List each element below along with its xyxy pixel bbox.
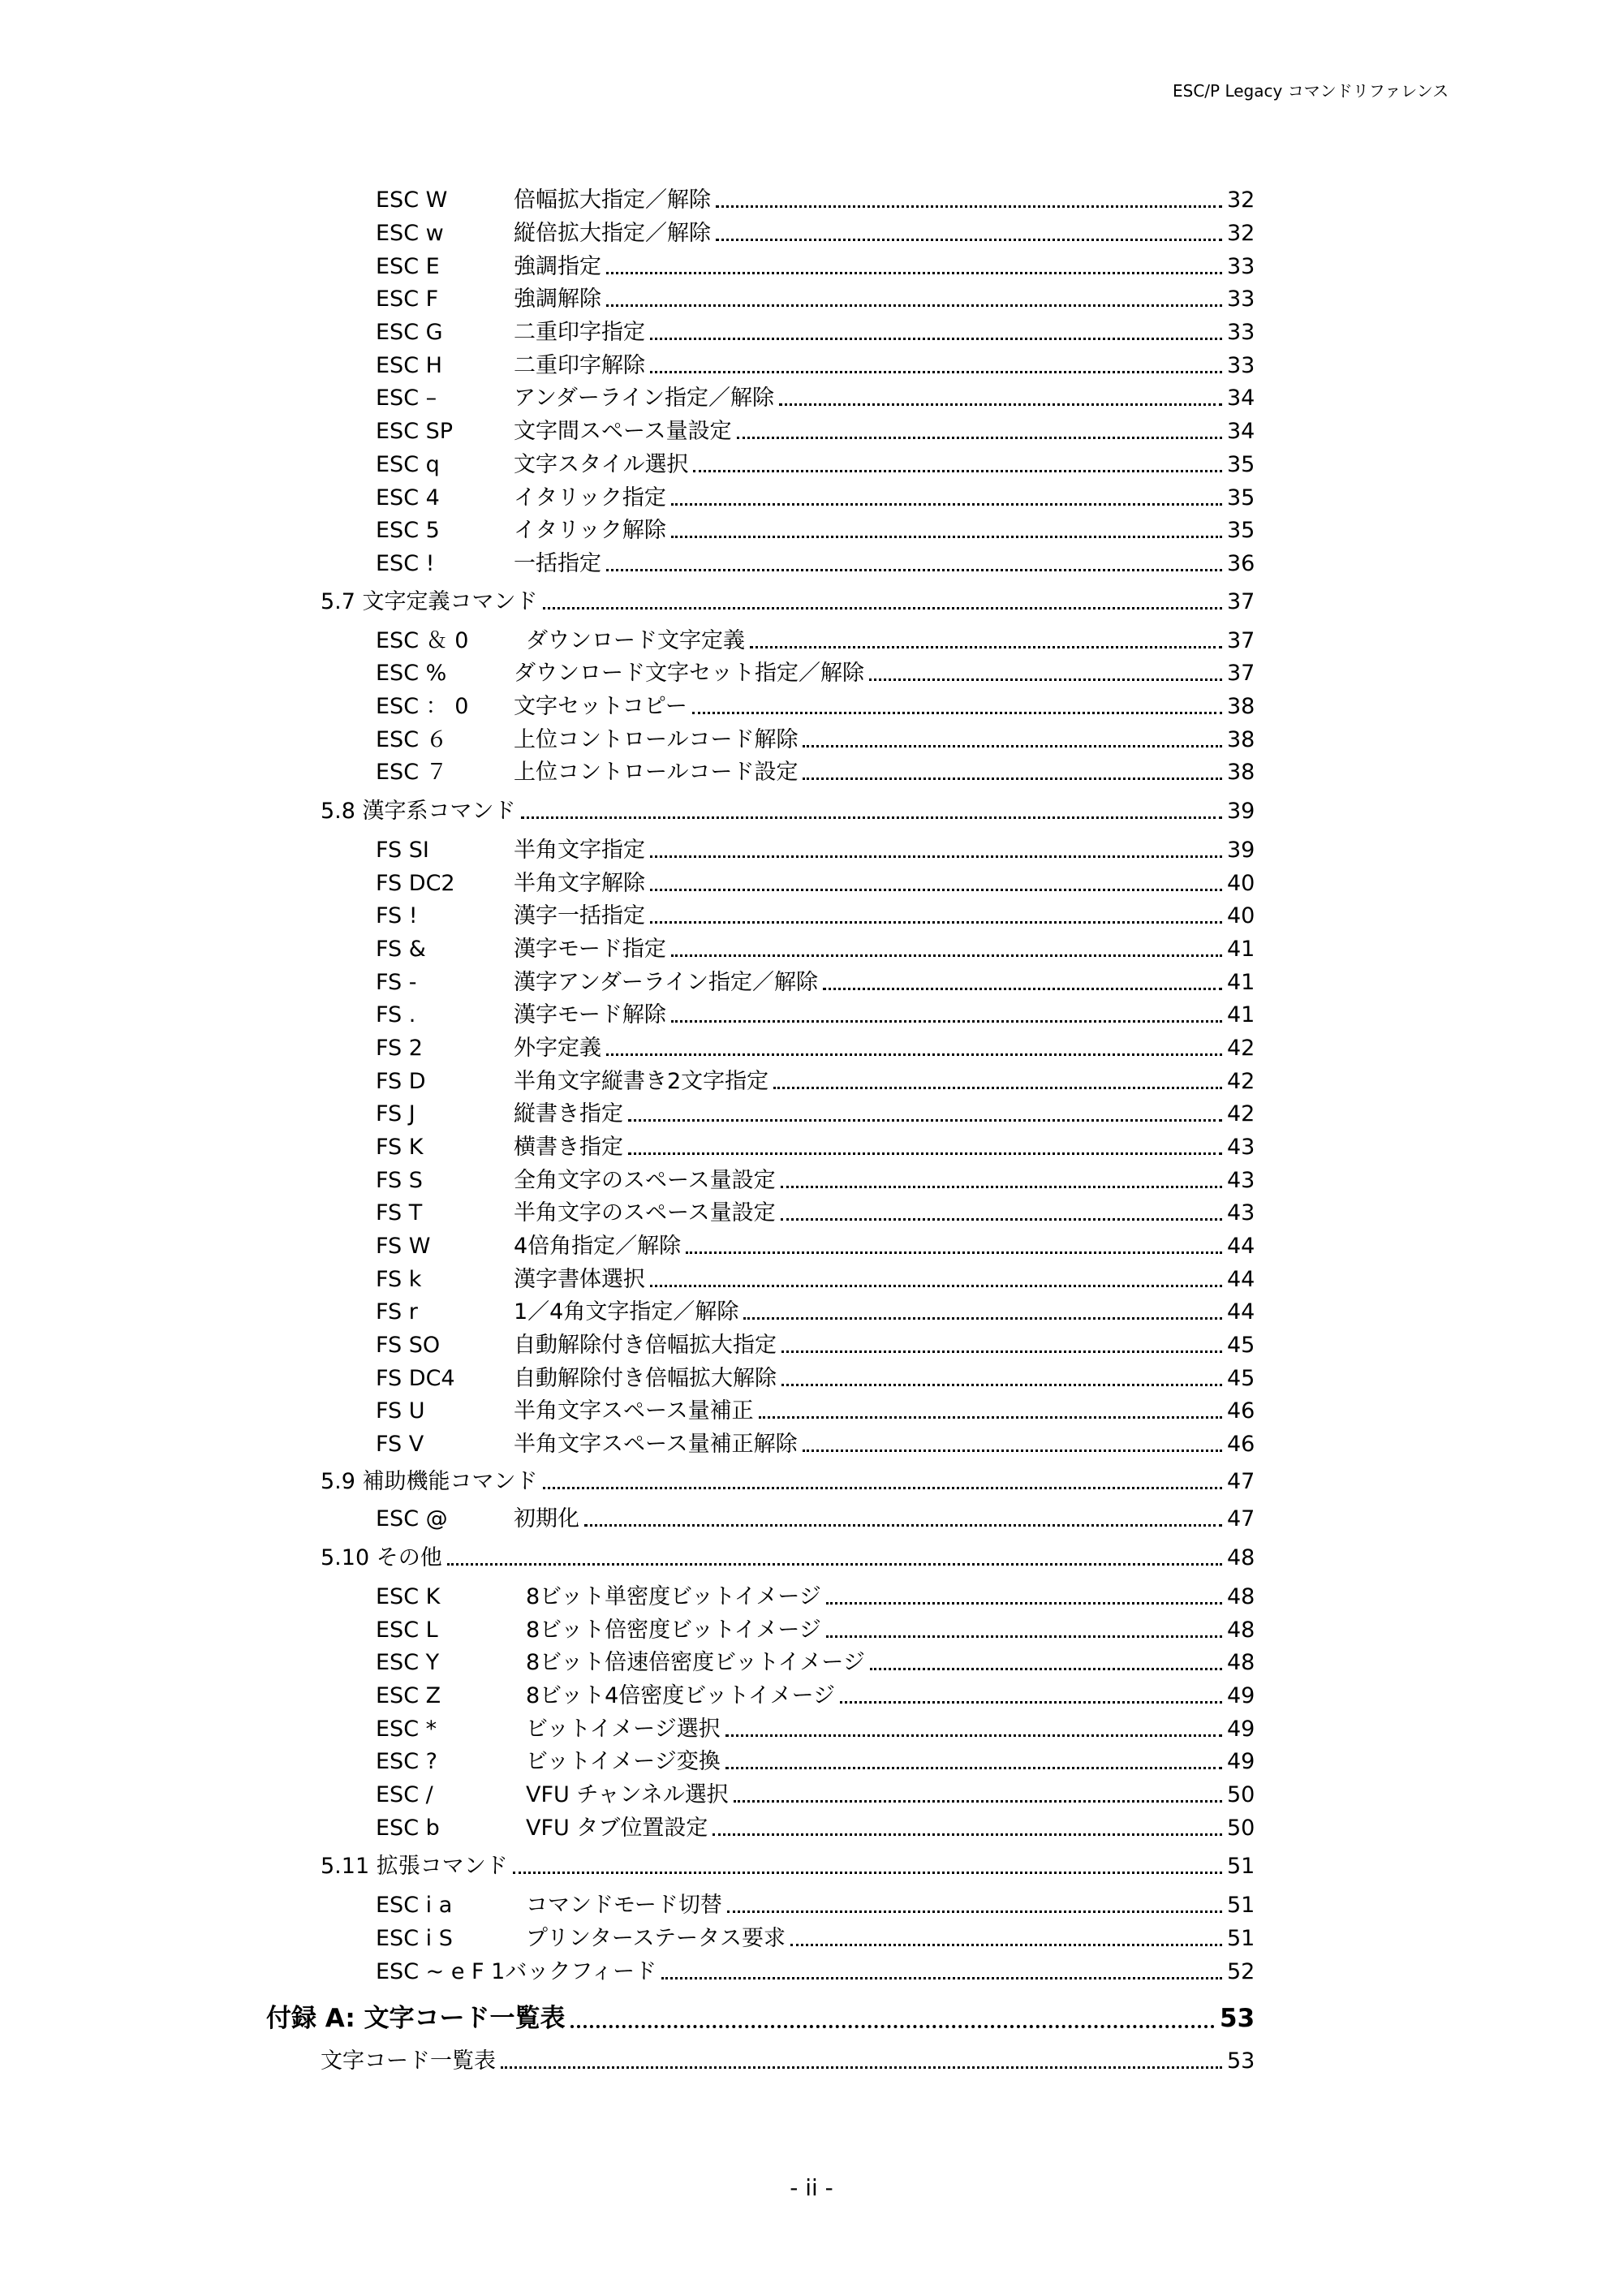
toc-section[interactable] — [321, 1852, 1255, 1881]
toc-title: 上位コントロールコード設定 — [514, 760, 799, 785]
toc-command-code: ESC ! — [376, 551, 435, 576]
toc-command-code: ESC ＆ 0 — [376, 628, 469, 653]
toc-entry[interactable] — [376, 1924, 1255, 1954]
toc-dot-leader — [692, 712, 1222, 714]
toc-title: 縦書き指定 — [514, 1101, 623, 1126]
toc-page-number: 43 — [1227, 1200, 1255, 1226]
toc-title: 5.7 文字定義コマンド — [321, 589, 538, 614]
toc-command-code: ESC 5 — [376, 518, 440, 543]
toc-page-number: 48 — [1227, 1584, 1255, 1609]
toc-title: 漢字モード解除 — [514, 1002, 666, 1027]
toc-command-code: FS 2 — [376, 1036, 423, 1061]
toc-page-number: 38 — [1227, 694, 1255, 719]
toc-dot-leader — [584, 1524, 1222, 1527]
toc-dot-leader — [803, 745, 1222, 747]
toc-dot-leader — [803, 778, 1222, 780]
toc-appendix[interactable] — [266, 2001, 1255, 2035]
toc-page-number: 43 — [1227, 1135, 1255, 1160]
toc-title: ビットイメージ選択 — [526, 1717, 721, 1742]
toc-page-number: 43 — [1227, 1168, 1255, 1193]
toc-page-number: 33 — [1227, 286, 1255, 312]
toc-title: 8ビット単密度ビットイメージ — [526, 1584, 821, 1609]
toc-title: 自動解除付き倍幅拡大解除 — [514, 1366, 777, 1391]
toc-entry[interactable] — [376, 252, 1255, 282]
toc-command-code: FS T — [376, 1200, 423, 1226]
toc-page-number: 50 — [1227, 1816, 1255, 1841]
toc-title: 文字コード一覧表 — [321, 2048, 496, 2074]
toc-dot-leader — [716, 205, 1222, 208]
toc-section[interactable] — [321, 2047, 1255, 2076]
toc-dot-leader — [716, 239, 1222, 241]
toc-entry[interactable] — [376, 318, 1255, 347]
toc-command-code: ESC K — [376, 1584, 441, 1609]
toc-title: 半角文字スペース量補正解除 — [514, 1432, 798, 1457]
toc-dot-leader — [628, 1119, 1222, 1122]
toc-entry[interactable] — [376, 417, 1255, 446]
toc-title: 半角文字のスペース量設定 — [514, 1200, 776, 1226]
toc-page-number: 37 — [1227, 661, 1255, 686]
toc-command-code: ESC i S — [376, 1926, 453, 1951]
toc-dot-leader — [671, 954, 1222, 957]
toc-page-number: 42 — [1227, 1101, 1255, 1126]
toc-dot-leader — [543, 607, 1222, 610]
toc-dot-leader — [693, 470, 1222, 472]
toc-page-number: 51 — [1227, 1926, 1255, 1951]
page-number: - ii - — [790, 2174, 833, 2201]
toc-page-number: 42 — [1227, 1036, 1255, 1061]
toc-command-code: FS SO — [376, 1333, 441, 1358]
toc-command-code: FS . — [376, 1002, 416, 1027]
toc-entry[interactable] — [376, 516, 1255, 545]
toc-entry[interactable] — [376, 1682, 1255, 1711]
toc-dot-leader — [606, 569, 1222, 571]
toc-title: 5.10 その他 — [321, 1545, 442, 1570]
toc-entry[interactable] — [376, 1133, 1255, 1162]
toc-page-number: 45 — [1227, 1366, 1255, 1391]
toc-entry[interactable] — [376, 484, 1255, 513]
toc-command-code: ESC i a — [376, 1893, 453, 1918]
toc-dot-leader — [823, 988, 1222, 990]
toc-page-number: 45 — [1227, 1333, 1255, 1358]
toc-dot-leader — [840, 1701, 1222, 1704]
toc-title: 漢字モード指定 — [514, 937, 666, 962]
toc-dot-leader — [606, 304, 1222, 307]
toc-command-code: ESC ７ — [376, 760, 448, 785]
toc-dot-leader — [686, 1251, 1222, 1254]
toc-entry[interactable] — [376, 1958, 1255, 1987]
toc-title: イタリック指定 — [514, 485, 666, 510]
toc-page-number: 34 — [1227, 419, 1255, 444]
toc-dot-leader — [743, 1317, 1222, 1320]
toc-page-number: 38 — [1227, 760, 1255, 785]
toc-title: イタリック解除 — [514, 518, 666, 543]
toc-page-number: 44 — [1227, 1267, 1255, 1292]
toc-page-number: 33 — [1227, 353, 1255, 378]
toc-entry[interactable] — [376, 1505, 1255, 1534]
toc-entry[interactable] — [376, 1715, 1255, 1744]
toc-command-code: FS U — [376, 1398, 425, 1424]
toc-title: 外字定義 — [514, 1036, 601, 1061]
toc-command-code: ESC b — [376, 1816, 440, 1841]
toc-entry[interactable] — [376, 869, 1255, 898]
toc-entry[interactable] — [376, 1781, 1255, 1810]
toc-command-code: ESC SP — [376, 419, 454, 444]
toc-dot-leader — [628, 1152, 1222, 1155]
toc-page-number: 37 — [1227, 628, 1255, 653]
toc-command-code: FS SI — [376, 838, 429, 863]
toc-command-code: FS S — [376, 1168, 423, 1193]
toc-section[interactable] — [321, 1467, 1255, 1497]
toc-dot-leader — [606, 272, 1222, 274]
toc-dot-leader — [543, 1487, 1222, 1489]
document-header: ESC/P Legacy コマンドリファレンス — [1173, 81, 1449, 101]
toc-section[interactable] — [321, 797, 1255, 826]
toc-dot-leader — [671, 503, 1222, 506]
toc-title: 強調指定 — [514, 254, 601, 279]
toc-entry[interactable] — [376, 1298, 1255, 1327]
toc-entry[interactable] — [376, 1616, 1255, 1645]
toc-entry[interactable] — [376, 758, 1255, 787]
toc-page-number: 41 — [1227, 937, 1255, 962]
toc-title: 二重印字指定 — [514, 320, 645, 345]
toc-dot-leader — [781, 1218, 1222, 1221]
toc-title: 8ビット4倍密度ビットイメージ — [526, 1683, 836, 1708]
toc-title: アンダーライン指定／解除 — [514, 386, 775, 411]
toc-page-number: 32 — [1227, 221, 1255, 246]
toc-command-code: ESC W — [376, 187, 448, 213]
toc-dot-leader — [725, 1767, 1222, 1769]
toc-title: 強調解除 — [514, 286, 601, 312]
toc-command-code: FS - — [376, 970, 417, 995]
toc-title: 二重印字解除 — [514, 353, 645, 378]
toc-dot-leader — [869, 678, 1222, 681]
toc-title: VFU チャンネル選択 — [526, 1782, 729, 1807]
toc-entry[interactable] — [376, 1747, 1255, 1777]
toc-dot-leader — [521, 816, 1222, 819]
toc-entry[interactable] — [376, 1891, 1255, 1920]
toc-command-code: ESC q — [376, 452, 440, 477]
toc-dot-leader — [779, 403, 1222, 406]
toc-page-number: 34 — [1227, 386, 1255, 411]
toc-command-code: FS W — [376, 1234, 431, 1259]
toc-title: 横書き指定 — [514, 1135, 623, 1160]
toc-page-number: 48 — [1227, 1650, 1255, 1675]
toc-title: VFU タブ位置設定 — [526, 1816, 708, 1841]
toc-page-number: 33 — [1227, 254, 1255, 279]
toc-entry[interactable] — [376, 1583, 1255, 1612]
toc-section[interactable] — [321, 1544, 1255, 1573]
toc-title: 全角文字のスペース量設定 — [514, 1168, 776, 1193]
toc-entry[interactable] — [376, 1331, 1255, 1360]
toc-entry[interactable] — [376, 1397, 1255, 1426]
toc-entry[interactable] — [376, 1001, 1255, 1030]
toc-page-number: 47 — [1227, 1469, 1255, 1494]
toc-command-code: FS J — [376, 1101, 415, 1126]
toc-entry[interactable] — [376, 219, 1255, 248]
toc-dot-leader — [447, 1563, 1222, 1566]
toc-title: 上位コントロールコード解除 — [514, 727, 799, 752]
toc-command-code: ESC / — [376, 1782, 433, 1807]
toc-dot-leader — [513, 1872, 1222, 1874]
toc-title: 初期化 — [514, 1506, 579, 1531]
toc-page-number: 50 — [1227, 1782, 1255, 1807]
toc-entry[interactable] — [376, 1648, 1255, 1678]
toc-page-number: 49 — [1227, 1717, 1255, 1742]
toc-command-code: ESC % — [376, 661, 447, 686]
toc-title: 5.8 漢字系コマンド — [321, 799, 516, 824]
toc-command-code: ESC F — [376, 286, 439, 312]
toc-dot-leader — [650, 921, 1222, 924]
toc-dot-leader — [661, 1977, 1222, 1979]
toc-dot-leader — [826, 1635, 1222, 1638]
toc-dot-leader — [650, 889, 1222, 891]
toc-title: 8ビット倍速倍密度ビットイメージ — [526, 1650, 865, 1675]
toc-page-number: 39 — [1227, 799, 1255, 824]
toc-page-number: 53 — [1227, 2048, 1255, 2074]
toc-dot-leader — [650, 1285, 1222, 1287]
toc-title: プリンターステータス要求 — [526, 1926, 786, 1951]
toc-title: 漢字アンダーライン指定／解除 — [514, 970, 819, 995]
toc-entry[interactable] — [376, 659, 1255, 688]
toc-title: 文字スタイル選択 — [514, 452, 689, 477]
toc-page-number: 48 — [1227, 1618, 1255, 1643]
toc-command-code: FS DC2 — [376, 871, 455, 896]
toc-command-code: ESC Y — [376, 1650, 440, 1675]
toc-page-number: 41 — [1227, 970, 1255, 995]
toc-page-number: 38 — [1227, 727, 1255, 752]
toc-command-code: ESC – — [376, 386, 437, 411]
toc-entry[interactable] — [376, 1166, 1255, 1195]
toc-dot-leader — [727, 1910, 1222, 1913]
toc-dot-leader — [725, 1734, 1222, 1737]
toc-command-code: ESC L — [376, 1618, 438, 1643]
toc-title: ダウンロード文字定義 — [526, 628, 745, 653]
toc-entry[interactable] — [376, 549, 1255, 579]
toc-title: コマンドモード切替 — [526, 1893, 722, 1918]
toc-dot-leader — [501, 2066, 1222, 2069]
toc-dot-leader — [781, 1384, 1222, 1386]
toc-entry[interactable] — [376, 186, 1255, 215]
toc-title: 一括指定 — [514, 551, 601, 576]
toc-entry[interactable] — [376, 692, 1255, 722]
toc-dot-leader — [650, 371, 1222, 373]
toc-title: 文字セットコピー — [514, 694, 687, 719]
toc-dot-leader — [671, 1020, 1222, 1023]
toc-page-number: 33 — [1227, 320, 1255, 345]
toc-command-code: FS K — [376, 1135, 424, 1160]
toc-title: 5.9 補助機能コマンド — [321, 1469, 538, 1494]
toc-entry[interactable] — [376, 1067, 1255, 1096]
toc-title: ESC ~ e F 1バックフィード — [376, 1959, 657, 1984]
toc-command-code: ESC ? — [376, 1749, 437, 1774]
toc-title: 8ビット倍密度ビットイメージ — [526, 1618, 821, 1643]
toc-section[interactable] — [321, 588, 1255, 617]
toc-title: 1／4角文字指定／解除 — [514, 1299, 739, 1325]
toc-entry[interactable] — [376, 1364, 1255, 1394]
toc-command-code: FS D — [376, 1069, 426, 1094]
toc-dot-leader — [650, 338, 1222, 340]
toc-entry[interactable] — [376, 968, 1255, 997]
toc-dot-leader — [790, 1944, 1222, 1946]
toc-page-number: 52 — [1227, 1959, 1255, 1984]
toc-title: 付録 A: 文字コード一覧表 — [266, 2004, 566, 2033]
toc-page-number: 39 — [1227, 838, 1255, 863]
toc-command-code: FS V — [376, 1432, 424, 1457]
toc-command-code: ESC ６ — [376, 727, 448, 752]
toc-entry[interactable] — [376, 1265, 1255, 1294]
toc-command-code: ESC ： 0 — [376, 694, 469, 719]
toc-dot-leader — [750, 646, 1222, 648]
toc-entry[interactable] — [376, 1100, 1255, 1129]
toc-title: ダウンロード文字セット指定／解除 — [514, 661, 864, 686]
toc-command-code: FS DC4 — [376, 1366, 455, 1391]
toc-entry[interactable] — [376, 726, 1255, 755]
toc-page-number: 40 — [1227, 871, 1255, 896]
toc-page-number: 37 — [1227, 589, 1255, 614]
toc-page-number: 49 — [1227, 1683, 1255, 1708]
toc-command-code: ESC Z — [376, 1683, 441, 1708]
toc-dot-leader — [781, 1350, 1222, 1353]
toc-title: 半角文字スペース量補正 — [514, 1398, 754, 1424]
toc-page-number: 51 — [1227, 1893, 1255, 1918]
toc-dot-leader — [803, 1450, 1222, 1452]
toc-entry[interactable] — [376, 836, 1255, 865]
toc-page-number: 44 — [1227, 1234, 1255, 1259]
toc-page-number: 44 — [1227, 1299, 1255, 1325]
toc-page-number: 47 — [1227, 1506, 1255, 1531]
toc-dot-leader — [781, 1186, 1222, 1188]
toc-dot-leader — [734, 1800, 1222, 1803]
toc-dot-leader — [606, 1053, 1222, 1056]
toc-title: 文字間スペース量設定 — [514, 419, 732, 444]
toc-page-number: 41 — [1227, 1002, 1255, 1027]
toc-entry[interactable] — [376, 1232, 1255, 1261]
toc-title: 縦倍拡大指定／解除 — [514, 221, 711, 246]
toc-title: 半角文字縦書き2文字指定 — [514, 1069, 769, 1094]
toc-entry[interactable] — [376, 627, 1255, 656]
toc-page-number: 35 — [1227, 452, 1255, 477]
toc-entry[interactable] — [376, 285, 1255, 314]
toc-command-code: FS ! — [376, 903, 418, 928]
toc-title: 自動解除付き倍幅拡大指定 — [514, 1333, 777, 1358]
toc-title: ビットイメージ変換 — [526, 1749, 721, 1774]
toc-title: 倍幅拡大指定／解除 — [514, 187, 711, 213]
toc-entry[interactable] — [376, 902, 1255, 931]
toc-entry[interactable] — [376, 450, 1255, 480]
toc-page-number: 46 — [1227, 1432, 1255, 1457]
toc-page-number: 36 — [1227, 551, 1255, 576]
toc-title: 半角文字指定 — [514, 838, 645, 863]
toc-page-number: 35 — [1227, 485, 1255, 510]
toc-entry[interactable] — [376, 384, 1255, 413]
toc-entry[interactable] — [376, 1034, 1255, 1063]
toc-command-code: FS & — [376, 937, 426, 962]
toc-dot-leader — [737, 437, 1222, 439]
toc-page-number: 42 — [1227, 1069, 1255, 1094]
toc-command-code: ESC H — [376, 353, 442, 378]
toc-dot-leader — [826, 1602, 1222, 1605]
toc-command-code: ESC @ — [376, 1506, 448, 1531]
toc-entry[interactable] — [376, 1430, 1255, 1459]
toc-dot-leader — [671, 536, 1222, 538]
toc-page-number: 49 — [1227, 1749, 1255, 1774]
toc-title: 5.11 拡張コマンド — [321, 1854, 508, 1879]
toc-page-number: 53 — [1220, 2004, 1255, 2033]
toc-command-code: FS r — [376, 1299, 418, 1325]
toc-title: 4倍角指定／解除 — [514, 1234, 682, 1259]
toc-dot-leader — [773, 1087, 1222, 1089]
toc-command-code: ESC G — [376, 320, 443, 345]
toc-dot-leader — [650, 855, 1222, 858]
toc-command-code: ESC * — [376, 1717, 437, 1742]
toc-entry[interactable] — [376, 1814, 1255, 1843]
toc-page-number: 46 — [1227, 1398, 1255, 1424]
toc-title: 漢字一括指定 — [514, 903, 645, 928]
toc-page-number: 51 — [1227, 1854, 1255, 1879]
toc-entry[interactable] — [376, 351, 1255, 381]
toc-page-number: 40 — [1227, 903, 1255, 928]
toc-command-code: FS k — [376, 1267, 422, 1292]
toc-page-number: 32 — [1227, 187, 1255, 213]
toc-entry[interactable] — [376, 935, 1255, 964]
toc-command-code: ESC E — [376, 254, 440, 279]
toc-page-number: 48 — [1227, 1545, 1255, 1570]
toc-title: 半角文字解除 — [514, 871, 645, 896]
toc-dot-leader — [870, 1668, 1222, 1670]
toc-entry[interactable] — [376, 1199, 1255, 1228]
toc-command-code: ESC 4 — [376, 485, 440, 510]
toc-title: 漢字書体選択 — [514, 1267, 645, 1292]
toc-dot-leader — [712, 1833, 1222, 1836]
toc-page-number: 35 — [1227, 518, 1255, 543]
toc-dot-leader — [570, 2025, 1215, 2028]
toc-command-code: ESC w — [376, 221, 444, 246]
toc-dot-leader — [759, 1416, 1222, 1419]
